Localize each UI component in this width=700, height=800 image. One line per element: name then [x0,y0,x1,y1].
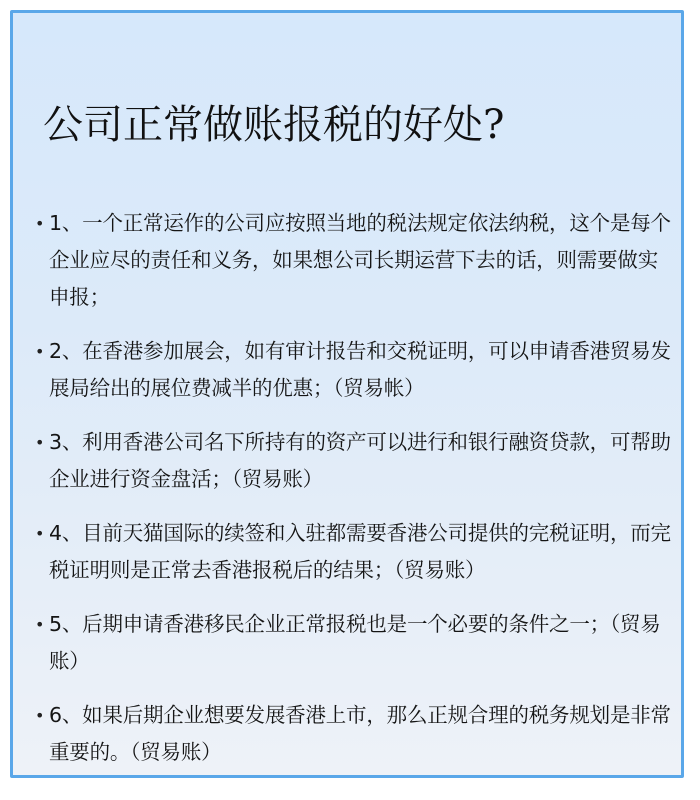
bullet-icon: • [35,342,45,361]
content-panel [10,10,684,778]
bullet-icon: • [35,706,45,725]
list-item [35,697,675,771]
benefit-list [35,205,675,778]
bullet-icon: • [35,615,45,634]
list-item-text: 6、如果后期企业想要发展香港上市，那么正规合理的税务规划是非常重要的。（贸易账） [49,703,671,764]
bullet-icon: • [35,433,45,452]
list-item-text: 1、一个正常运作的公司应按照当地的税法规定依法纳税，这个是每个企业应尽的责任和义务，如果想公司长期运营下去的话，则需要做实申报； [49,211,671,309]
list-item [35,606,675,680]
list-item [35,424,675,498]
bullet-icon: • [35,524,45,543]
list-item-text: 3、利用香港公司名下所持有的资产可以进行和银行融资贷款，可帮助企业进行资金盘活；（贸易账） [49,430,671,491]
list-item-text: 2、在香港参加展会，如有审计报告和交税证明，可以申请香港贸易发展局给出的展位费减半的优惠；（贸易帐） [49,339,671,400]
list-item-text: 5、后期申请香港移民企业正常报税也是一个必要的条件之一；（贸易账） [49,612,661,673]
list-item-text: 4、目前天猫国际的续签和入驻都需要香港公司提供的完税证明，而完税证明则是正常去香港报税后的结果；（贸易账） [49,521,671,582]
bullet-icon: • [35,214,45,233]
page-title: 公司正常做账报税的好处? [43,102,505,148]
list-item [35,205,675,316]
list-item [35,333,675,407]
list-item [35,515,675,589]
